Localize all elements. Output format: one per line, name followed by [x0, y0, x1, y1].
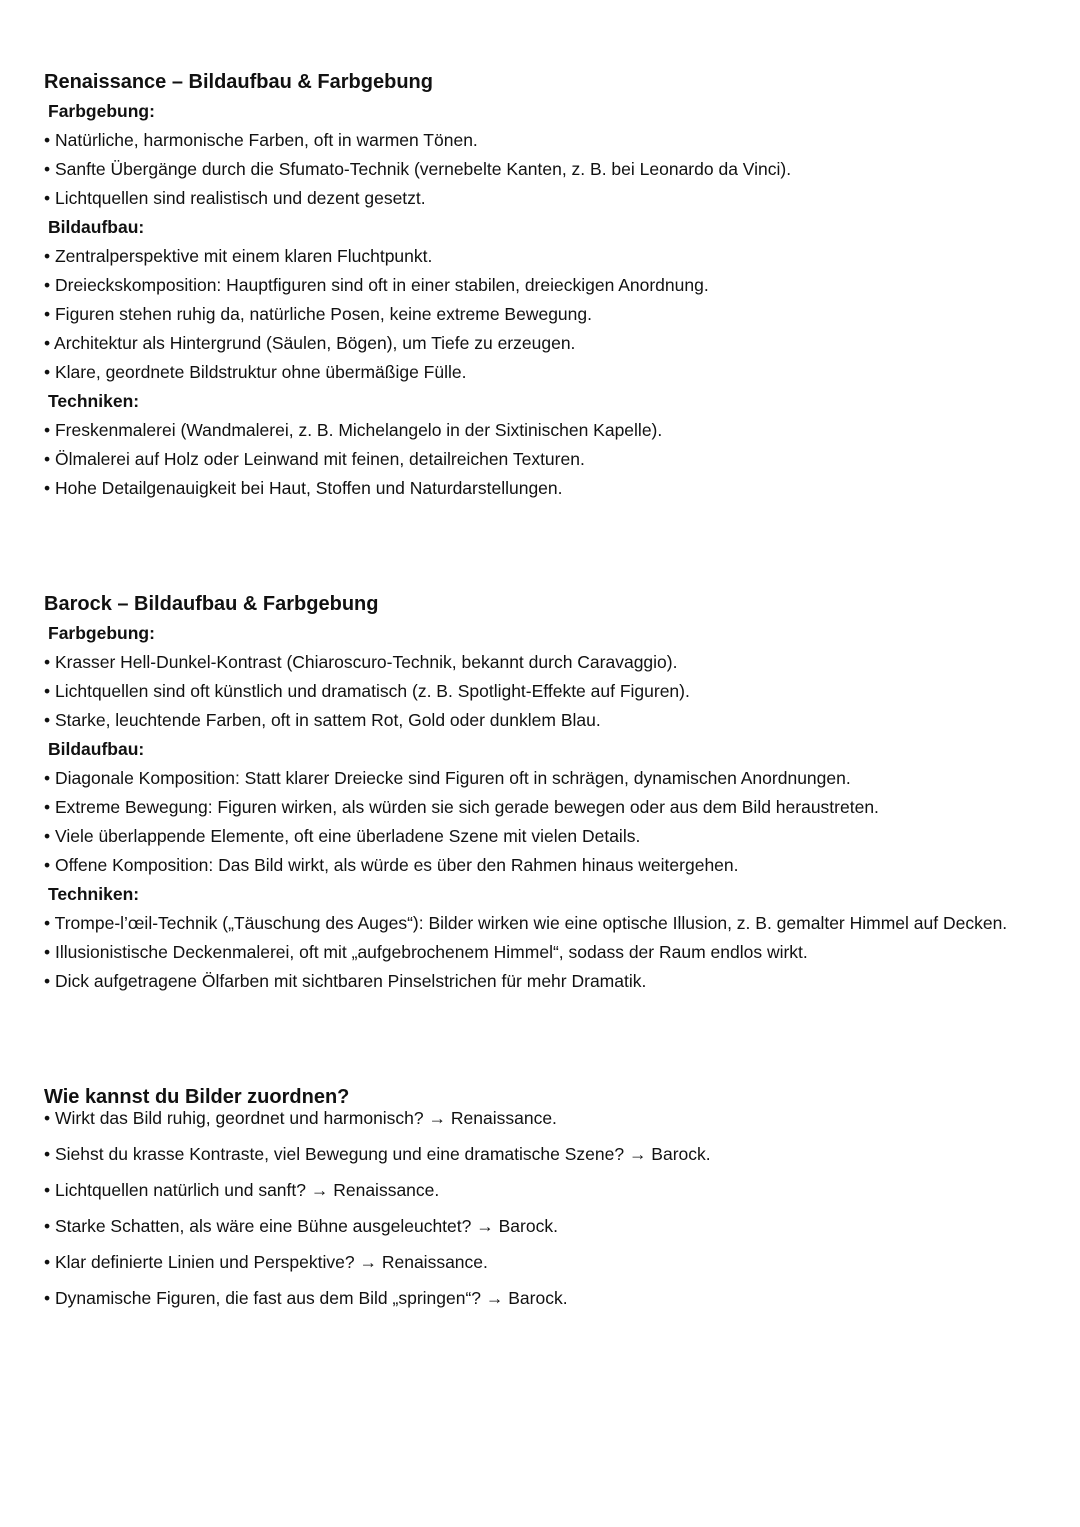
bullet-item: • Ölmalerei auf Holz oder Leinwand mit feinen, detailreichen Texturen. — [44, 449, 585, 470]
subsection-heading: Techniken: — [48, 884, 140, 905]
section-title: Barock – Bildaufbau & Farbgebung — [44, 593, 379, 615]
bullet-item: • Wirkt das Bild ruhig, geordnet und harmonisch? → Renaissance. — [44, 1108, 557, 1129]
bullet-item: • Lichtquellen sind oft künstlich und dramatisch (z. B. Spotlight-Effekte auf Figuren). — [44, 681, 690, 702]
bullet-item: • Trompe-l’œil-Technik („Täuschung des Auges“): Bilder wirken wie eine optische Illusion, z. B. gemalter Himmel auf Decken. — [44, 913, 1008, 934]
subsection-heading: Farbgebung: — [48, 101, 155, 122]
bullet-item: • Lichtquellen sind realistisch und dezent gesetzt. — [44, 188, 426, 209]
bullet-item: • Krasser Hell-Dunkel-Kontrast (Chiaroscuro-Technik, bekannt durch Caravaggio). — [44, 652, 678, 673]
bullet-item: • Zentralperspektive mit einem klaren Fluchtpunkt. — [44, 246, 433, 267]
subsection-heading: Bildaufbau: — [48, 739, 145, 760]
bullet-item: • Offene Komposition: Das Bild wirkt, als würde es über den Rahmen hinaus weitergehen. — [44, 855, 739, 876]
bullet-item: • Viele überlappende Elemente, oft eine überladene Szene mit vielen Details. — [44, 826, 641, 847]
bullet-item: • Starke, leuchtende Farben, oft in sattem Rot, Gold oder dunklem Blau. — [44, 710, 601, 731]
subsection-heading: Bildaufbau: — [48, 217, 145, 238]
bullet-item: • Illusionistische Deckenmalerei, oft mit „aufgebrochenem Himmel“, sodass der Raum endlos wirkt. — [44, 942, 808, 963]
bullet-item: • Dynamische Figuren, die fast aus dem Bild „springen“? → Barock. — [44, 1288, 568, 1309]
bullet-item: • Extreme Bewegung: Figuren wirken, als würden sie sich gerade bewegen oder aus dem Bild heraustreten. — [44, 797, 879, 818]
section-title: Wie kannst du Bilder zuordnen? — [44, 1086, 350, 1108]
subsection-heading: Techniken: — [48, 391, 140, 412]
bullet-item: • Figuren stehen ruhig da, natürliche Posen, keine extreme Bewegung. — [44, 304, 592, 325]
bullet-item: • Klare, geordnete Bildstruktur ohne übermäßige Fülle. — [44, 362, 467, 383]
bullet-item: • Hohe Detailgenauigkeit bei Haut, Stoffen und Naturdarstellungen. — [44, 478, 563, 499]
bullet-item: • Klar definierte Linien und Perspektive? → Renaissance. — [44, 1252, 488, 1273]
bullet-item: • Diagonale Komposition: Statt klarer Dreiecke sind Figuren oft in schrägen, dynamischen Anordnungen. — [44, 768, 851, 789]
bullet-item: • Starke Schatten, als wäre eine Bühne ausgeleuchtet? → Barock. — [44, 1216, 558, 1237]
bullet-item: • Dreieckskomposition: Hauptfiguren sind oft in einer stabilen, dreieckigen Anordnung. — [44, 275, 709, 296]
subsection-heading: Farbgebung: — [48, 623, 155, 644]
bullet-item: • Natürliche, harmonische Farben, oft in warmen Tönen. — [44, 130, 478, 151]
bullet-item: • Siehst du krasse Kontraste, viel Bewegung und eine dramatische Szene? → Barock. — [44, 1144, 711, 1165]
bullet-item: • Lichtquellen natürlich und sanft? → Renaissance. — [44, 1180, 440, 1201]
bullet-item: • Sanfte Übergänge durch die Sfumato-Technik (vernebelte Kanten, z. B. bei Leonardo da Vinci). — [44, 159, 792, 180]
bullet-item: • Dick aufgetragene Ölfarben mit sichtbaren Pinselstrichen für mehr Dramatik. — [44, 971, 647, 992]
bullet-item: • Freskenmalerei (Wandmalerei, z. B. Michelangelo in der Sixtinischen Kapelle). — [44, 420, 663, 441]
section-title: Renaissance – Bildaufbau & Farbgebung — [44, 71, 433, 93]
bullet-item: • Architektur als Hintergrund (Säulen, Bögen), um Tiefe zu erzeugen. — [44, 333, 576, 354]
